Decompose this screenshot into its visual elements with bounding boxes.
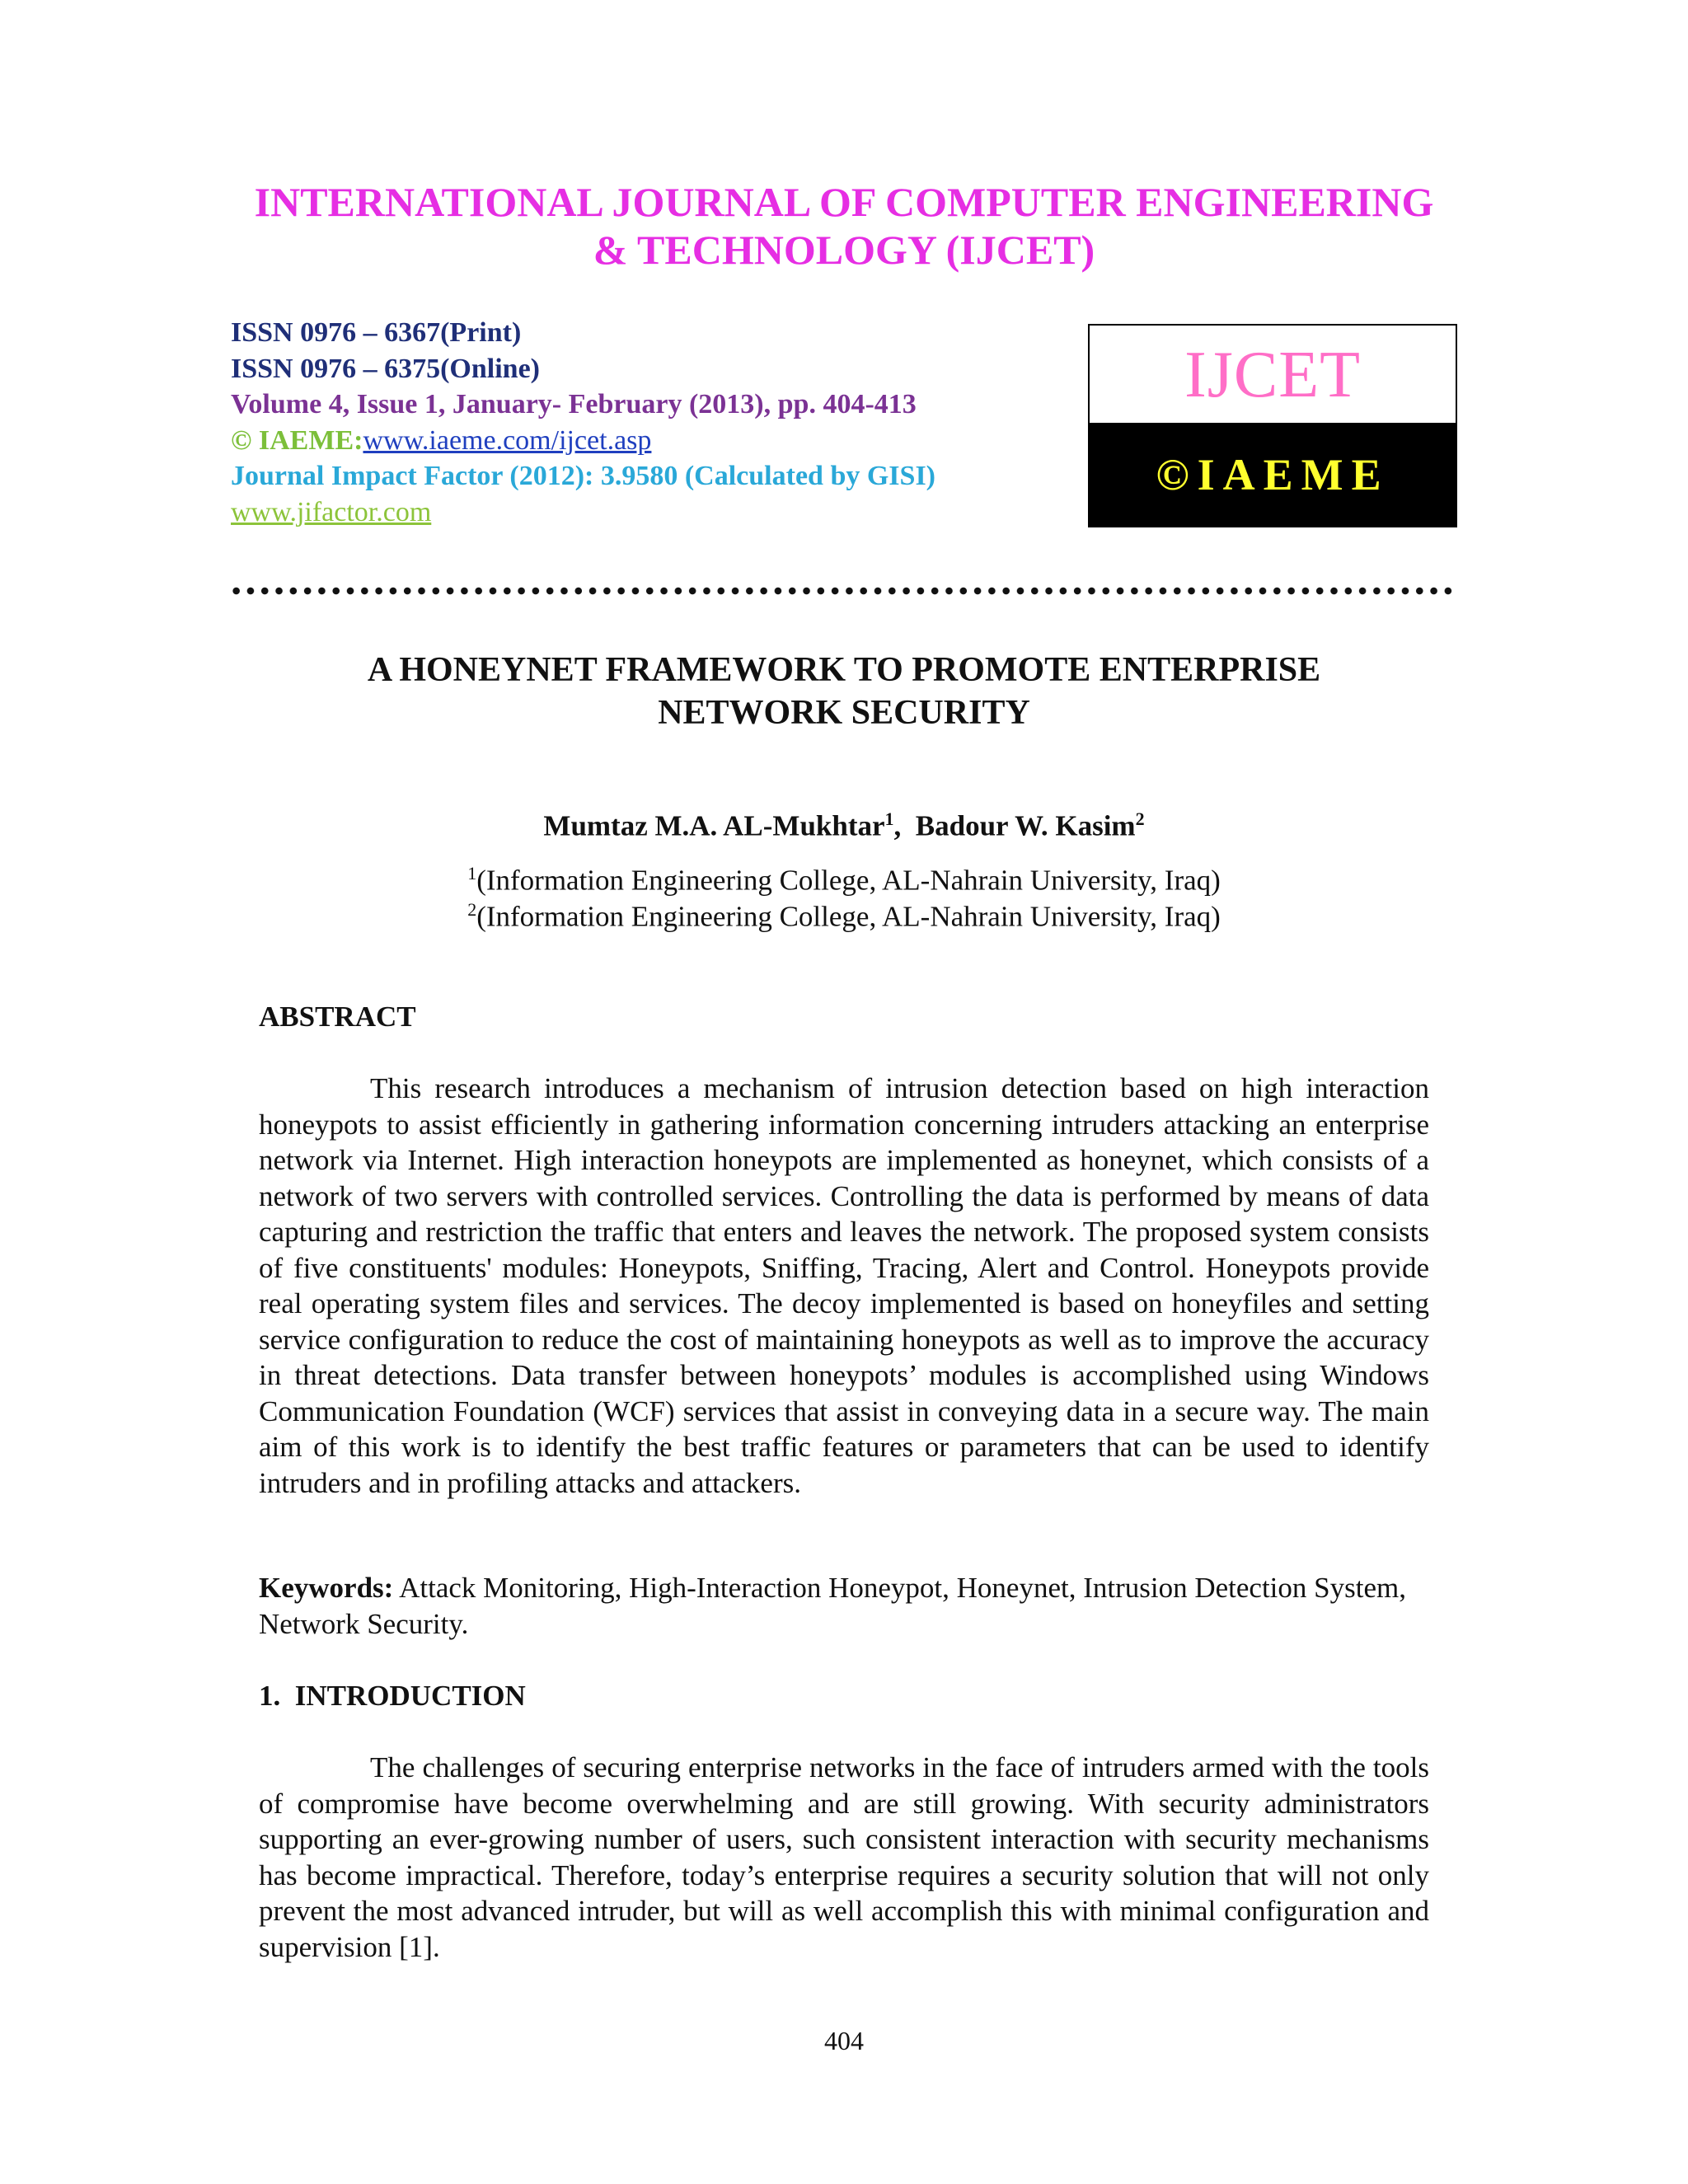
ijcet-logo [1088, 324, 1457, 527]
iaeme-line [231, 423, 1055, 459]
author-1-sup: 1 [884, 808, 894, 829]
keywords-text: Attack Monitoring, High-Interaction Honeypot, Honeynet, Intrusion Detection System, Network Security. [259, 1572, 1406, 1640]
volume-info: Volume 4, Issue 1, January- February (2013), pp. 404-413 [231, 389, 917, 419]
authors-line [247, 801, 1441, 845]
page-number: 404 [824, 2026, 864, 2055]
iaeme-link[interactable]: www.iaeme.com/ijcet.asp [363, 424, 652, 456]
logo-ijcet-text: IJCET [1184, 338, 1361, 411]
introduction-heading: 1. INTRODUCTION [259, 1680, 526, 1712]
paper-title [247, 649, 1441, 734]
affiliation-2-text: (Information Engineering College, AL-Nahrain University, Iraq) [476, 900, 1221, 933]
affiliation-1-text: (Information Engineering College, AL-Nahrain University, Iraq) [476, 864, 1221, 897]
impact-factor: Journal Impact Factor (2012): 3.9580 (Calculated by GISI) [231, 461, 935, 491]
jifactor-link[interactable]: www.jifactor.com [231, 496, 432, 527]
affiliation-2-sup: 2 [467, 899, 477, 920]
journal-title-line1: INTERNATIONAL JOURNAL OF COMPUTER ENGINEERING [254, 179, 1434, 225]
abstract-heading: ABSTRACT [259, 1001, 416, 1033]
journal-title [165, 178, 1523, 274]
author-2: Badour W. Kasim [915, 809, 1136, 842]
affiliation-1-sup: 1 [467, 863, 477, 883]
paper-title-line1: A HONEYNET FRAMEWORK TO PROMOTE ENTERPRISE [367, 651, 1321, 689]
author-1: Mumtaz M.A. AL-Mukhtar [543, 809, 885, 842]
keywords-para [259, 1570, 1429, 1642]
journal-info-block [231, 315, 1055, 530]
issn-online: ISSN 0976 – 6375(Online) [231, 353, 540, 384]
author-separator: , [893, 809, 916, 842]
logo-iaeme-text: ©IAEME [1090, 423, 1456, 526]
journal-title-line2: & TECHNOLOGY (IJCET) [593, 227, 1095, 273]
introduction-text: The challenges of securing enterprise networks in the face of intruders armed with the tools of compromise have become overwhelming and are still growing. With security administrators supporting an ever-growing number of users, such consistent interaction with security mechanisms has become impractical. Therefore, today’s enterprise requires a security solution that will not only prevent the most advanced intruder, but will as well accomplish this with minimal configuration and supervision [1]. [259, 1751, 1429, 1963]
keywords-label: Keywords: [259, 1572, 394, 1604]
iaeme-prefix: © IAEME: [231, 424, 363, 456]
paper-title-line2: NETWORK SECURITY [658, 694, 1030, 732]
affiliation-2 [247, 892, 1441, 935]
dotted-divider [229, 587, 1457, 595]
abstract-text: This research introduces a mechanism of intrusion detection based on high interaction honeypots to assist efficiently in gathering information concerning intruders attacking an enterprise network via Internet. High interaction honeypots are implemented as honeynet, which consists of a network of two servers with controlled services. Controlling the data is performed by means of data capturing and restriction the traffic that enters and leaves the network. The proposed system consists of five constituents' modules: Honeypots, Sniffing, Tracing, Alert and Control. Honeypots provide real operating system files and services. The decoy implemented is based on honeyfiles and setting service configuration to reduce the cost of maintaining honeypots as well as to improve the accuracy in threat detections. Data transfer between honeypots’ modules is accomplished using Windows Communication Foundation (WCF) services that assist in conveying data in a secure way. The main aim of this work is to identify the best traffic features or parameters that can be used to identify intruders and in profiling attacks and attackers. [259, 1072, 1429, 1499]
author-2-sup: 2 [1135, 808, 1145, 829]
issn-print: ISSN 0976 – 6367(Print) [231, 317, 522, 348]
